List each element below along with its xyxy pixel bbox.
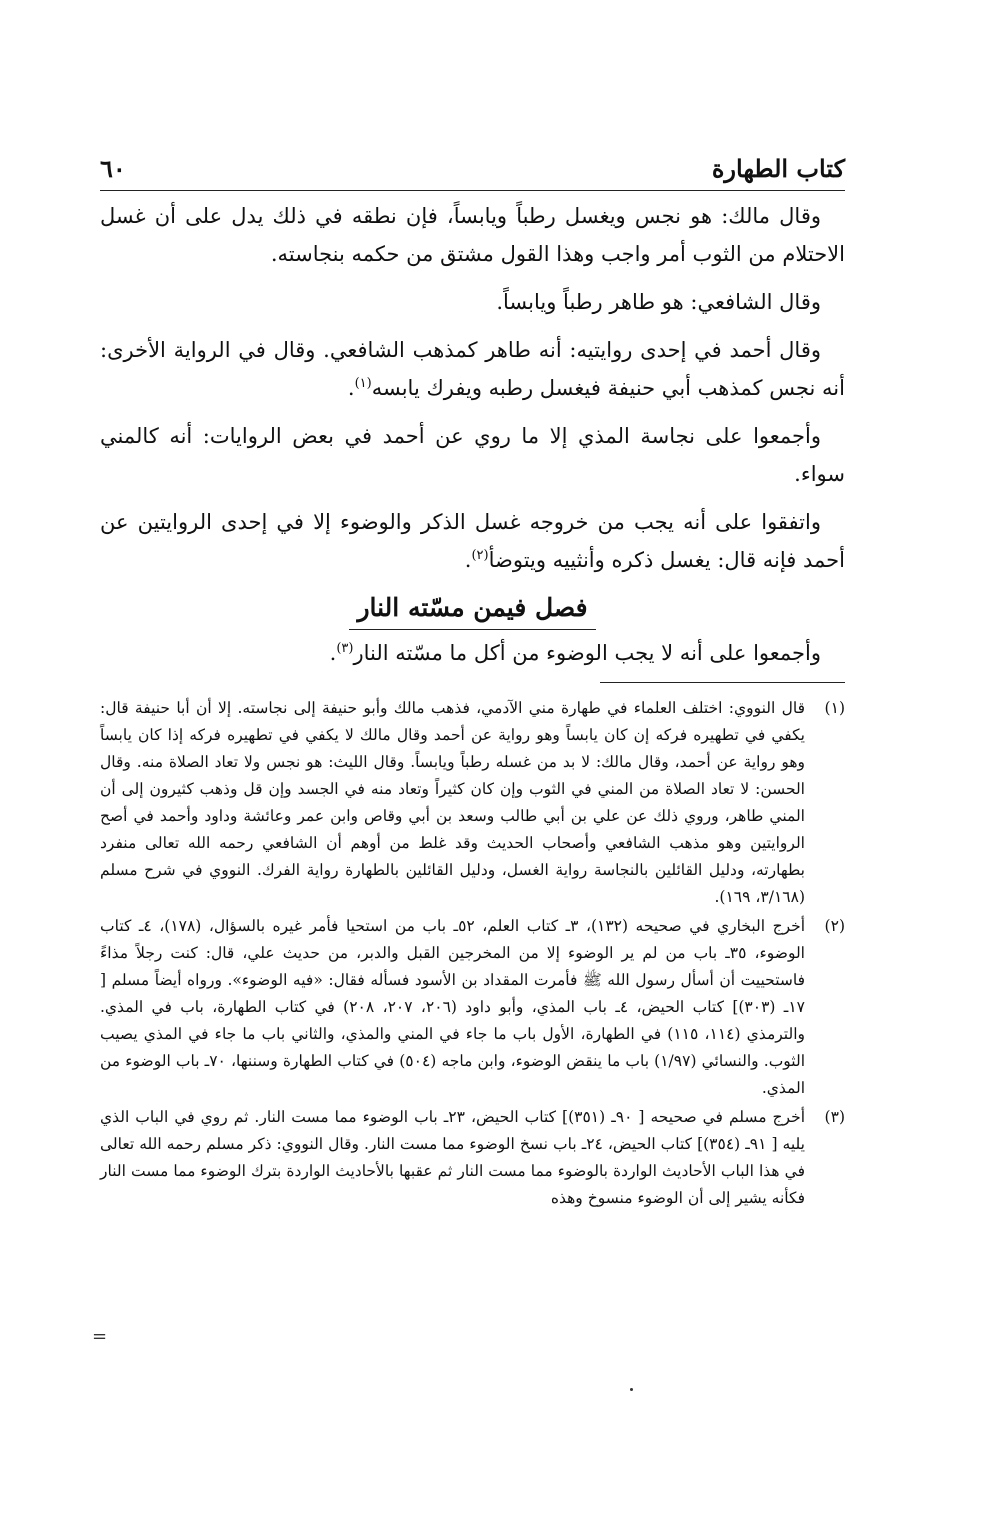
paragraph: وقال الشافعي: هو طاهر رطباً ويابساً.: [496, 290, 821, 314]
main-text: [100, 197, 845, 672]
footnote-text: أخرج البخاري في صحيحه (١٣٢)، ٣ـ كتاب العلم، ٥٢ـ باب من استحيا فأمر غيره بالسؤال، (١٧٨)، ٤ـ كتاب الوضوء، ٣٥ـ باب من لم ير الوضوء إلا من المخرجين القبل والدبر، من حديث علي، قال: كنت رجلاً مذاءً فاستحييت أن أسأل رسول الله ﷺ فأمرت المقداد بن الأسود فسأله فقال: «فيه الوضوء». ورواه أيضاً مسلم [ ١٧ـ (٣٠٣)] كتاب الحيض، ٤ـ باب المذي، وأبو داود (٢٠٦، ٢٠٧، ٢٠٨) في كتاب الطهارة، باب في المذي. والترمذي (١١٤، ١١٥) في الطهارة، الأول باب ما جاء في المني والمذي، والثاني باب ما جاء في المذي يصيب الثوب. والنسائي (١/٩٧) باب ما ينقض الوضوء، وابن ماجه (٥٠٤) في كتاب الطهارة وسننها، ٧٠ـ باب الوضوء من المذي.: [100, 917, 806, 1097]
paragraph: وأجمعوا على نجاسة المذي إلا ما روي عن أحمد في بعض الروايات: أنه كالمني سواء.: [100, 424, 845, 486]
footnote-number: (١): [824, 699, 845, 717]
footnote-separator: [600, 682, 845, 683]
footnote-text: قال النووي: اختلف العلماء في طهارة مني الآدمي، فذهب مالك وأبو حنيفة إلى نجاسته. إلا أن أبا حنيفة قال: يكفي في تطهيره فركه إن كان يابساً وهو رواية عن أحمد وقال مالك لا يكفي في تطهيره فركه إذا كان يابساً وهو رواية عن أحمد، وقال مالك: لا بد من غسله رطباً ويابساً. وقال الليث: هو نجس ولا تعاد الصلاة منه. وقال الحسن: لا تعاد الصلاة من المني في الثوب وإن كان كثيراً وتعاد منه في الجسد وإن قل وذهب كثيرون إلى أن المني طاهر، وروي ذلك عن علي بن أبي طالب وسعد بن أبي وقاص وابن عمر وعائشة وداود وأحمد في أصح الروايتين وهو مذهب الشافعي وأصحاب الحديث وقد غلط من أوهم أن الشافعي رحمه الله تعالى منفرد بطهارته، ودليل القائلين بالنجاسة رواية الغسل، ودليل القائلين بالطهارة رواية الفرك. النووي في شرح مسلم (٣/١٦٨، ١٦٩).: [100, 699, 805, 906]
footnote-ref[interactable]: (١): [354, 376, 372, 391]
continuation-mark: =: [92, 1326, 108, 1347]
footnote-ref[interactable]: (٢): [471, 548, 489, 563]
paragraph: واتفقوا على أنه يجب من خروجه غسل الذكر والوضوء إلا في إحدى الروايتين عن أحمد فإنه قال: يغسل ذكره وأنثييه ويتوضأ$^{(٢)}$.: [100, 510, 845, 572]
scan-speck: [630, 1388, 633, 1391]
chapter-title: كتاب الطهارة: [711, 154, 845, 183]
footnote-text: أخرج مسلم في صحيحه [ ٩٠ـ (٣٥١)] كتاب الحيض، ٢٣ـ باب الوضوء مما مست النار. ثم روي في الباب الذي يليه [ ٩١ـ (٣٥٤)] كتاب الحيض، ٢٤ـ باب نسخ الوضوء مما مست النار. وقال النووي: ذكر مسلم رحمه الله تعالى في هذا الباب الأحاديث الواردة بالوضوء مما مست النار ثم عقبها بالأحاديث الواردة بترك الوضوء مما مست النار فكأنه يشير إلى أن الوضوء منسوخ وهذه: [100, 1108, 806, 1207]
footnote-ref[interactable]: (٣): [336, 641, 354, 656]
section-paragraph: وأجمعوا على أنه لا يجب الوضوء من أكل ما مسّته النار$^{(٣)}$.: [329, 641, 821, 665]
footnote-number: (٣): [824, 1108, 845, 1126]
page-number: ٦٠: [100, 154, 126, 183]
section-heading: فصل فيمن مسّته النار: [100, 589, 845, 630]
footnote: [100, 695, 845, 911]
footnote: [100, 913, 845, 1102]
paragraph: وقال مالك: هو نجس ويغسل رطباً ويابساً، فإن نطقه في ذلك يدل على أن غسل الاحتلام من الثوب أمر واجب وهذا القول مشتق من حكمه بنجاسته.: [100, 204, 845, 266]
page-header: [100, 152, 845, 191]
footnote-number: (٢): [824, 917, 845, 935]
footnote: [100, 1104, 845, 1212]
footnotes: [100, 695, 845, 1212]
book-page: [100, 152, 845, 1214]
paragraph: وقال أحمد في إحدى روايتيه: أنه طاهر كمذهب الشافعي. وقال في الرواية الأخرى: أنه نجس كمذهب أبي حنيفة فيغسل رطبه ويفرك يابسه$^{(١)}$.: [100, 338, 845, 400]
